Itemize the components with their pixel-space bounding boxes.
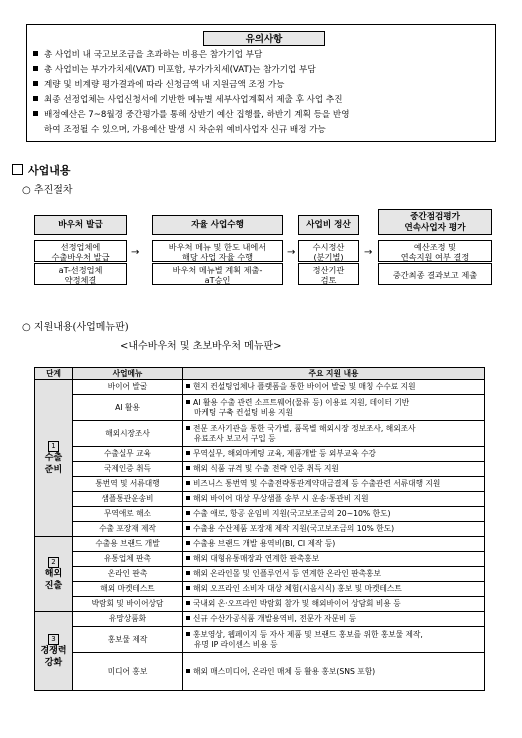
table-row — [35, 477, 485, 492]
menu-cell: 무역애로 해소 — [73, 507, 183, 522]
bullet-square-icon — [186, 601, 190, 605]
flow-step-cell: 정산기관 검토 — [298, 263, 359, 285]
content-cell: 수출 애로, 항공 운임비 지원(국고보조금의 20~10% 한도) — [183, 507, 485, 522]
content-cell: 해외 온라인몰 및 인플루언서 등 연계한 온라인 판촉홍보 — [183, 567, 485, 582]
table-row — [35, 567, 485, 582]
notice-box — [26, 24, 496, 142]
content-cell: 수출용 수산제품 포장재 제작 지원(국고보조금의 10% 한도) — [183, 522, 485, 537]
table-row — [35, 421, 485, 447]
notice-item: 최종 선정업체는 사업신청서에 기반한 메뉴별 세부사업계획서 제출 후 사업 추진 — [33, 94, 343, 107]
content-cell: 무역실무, 해외마케팅 교육, 제품개발 등 외부교육 수강 — [183, 447, 485, 462]
menu-cell: 샘플통관운송비 — [73, 492, 183, 507]
notice-item: 배정예산은 7~8월경 중간평가를 통해 상반기 예산 집행률, 하반기 계획 등을 반영 — [33, 109, 350, 122]
support-heading: ○ 지원내용(사업메뉴판) — [22, 322, 129, 333]
bullet-square-icon — [186, 571, 190, 575]
table-row — [35, 395, 485, 421]
content-cell: 해외 매스미디어, 온라인 매체 등 활용 홍보(SNS 포함) — [183, 653, 485, 691]
stage-cell — [35, 537, 73, 612]
stage-number: 1 — [48, 441, 59, 452]
menu-cell: 미디어 홍보 — [73, 653, 183, 691]
notice-item-continuation: 하여 조정될 수 있으며, 가용예산 발생 시 차순위 예비사업자 신규 배정 가능 — [44, 125, 326, 135]
content-cell: 전문 조사기관을 통한 국가별, 품목별 해외시장 정보조사, 해외조사 유료조사 보고서 구입 등 — [183, 421, 485, 447]
stage-name: 강화 — [44, 658, 63, 668]
arrow-right-icon: → — [364, 247, 373, 258]
table-row — [35, 492, 485, 507]
stage-name: 수출 — [44, 453, 63, 463]
bullet-square-icon — [186, 586, 190, 590]
content-cell: 현지 컨설팅업체나 플랫폼을 통한 바이어 발굴 및 매칭 수수료 지원 — [183, 380, 485, 395]
bullet-square-icon — [186, 541, 190, 545]
flow-step-cell: 수시정산 (분기별) — [298, 240, 359, 262]
bullet-square-icon — [186, 556, 190, 560]
bullet-square-icon — [186, 496, 190, 500]
table-row — [35, 653, 485, 691]
header-content: 주요 지원 내용 — [183, 368, 485, 380]
menu-cell: 유통업체 판촉 — [73, 552, 183, 567]
bullet-square-icon — [33, 111, 38, 116]
menu-cell: 해외 마켓테스트 — [73, 582, 183, 597]
process-heading: ○ 추진절차 — [22, 185, 73, 196]
content-cell: 홍보영상, 웹페이지 등 자사 제품 및 브랜드 홍보를 위한 홍보물 제작, 유명 IP 라이센스 비용 등 — [183, 627, 485, 653]
section-heading: 사업내용 — [12, 162, 71, 178]
arrow-right-icon: → — [287, 247, 296, 258]
notice-item: 총 사업비는 부가가치세(VAT) 미포함, 부가가치세(VAT)는 참가기업 부담 — [33, 64, 316, 77]
flow-step-title: 중간점검평가 연속사업자 평가 — [378, 209, 492, 235]
table-row — [35, 462, 485, 477]
bullet-square-icon — [33, 51, 38, 56]
header-stage: 단계 — [35, 368, 73, 380]
arrow-right-icon: → — [131, 247, 140, 258]
bullet-square-icon — [186, 400, 190, 404]
flow-step-cell: 중간최종 결과보고 제출 — [378, 263, 492, 285]
flow-step-title: 바우처 발급 — [34, 215, 127, 235]
menu-cell: 국제인증 취득 — [73, 462, 183, 477]
flow-step-title: 자율 사업수행 — [152, 215, 283, 235]
table-row — [35, 597, 485, 612]
table-row — [35, 507, 485, 522]
content-cell: 해외 바이어 대상 무상샘플 송부 시 운송·통관비 지원 — [183, 492, 485, 507]
bullet-square-icon — [186, 451, 190, 455]
table-caption: <내수바우처 및 초보바우처 메뉴판> — [120, 341, 282, 352]
bullet-square-icon — [186, 616, 190, 620]
flow-step-title: 사업비 정산 — [298, 215, 359, 235]
bullet-square-icon — [186, 632, 190, 636]
bullet-square-icon — [186, 669, 190, 673]
content-cell: 수출용 브랜드 개발 용역비(BI, CI 제작 등) — [183, 537, 485, 552]
stage-cell — [35, 612, 73, 691]
flow-step-cell: aT-선정업체 약정체결 — [34, 263, 127, 285]
content-cell: 비즈니스 통번역 및 수출전략통관계약대금결제 등 수출관련 서류대행 지원 — [183, 477, 485, 492]
menu-cell: AI 활용 — [73, 395, 183, 421]
bullet-square-icon — [33, 81, 38, 86]
content-cell: 국내외 온·오프라인 박람회 참가 및 해외바이어 상담회 비용 등 — [183, 597, 485, 612]
table-row — [35, 612, 485, 627]
table-row — [35, 552, 485, 567]
notice-item: 계량 및 비계량 평가결과에 따라 신청금액 내 지원금액 조정 가능 — [33, 79, 284, 92]
table-row — [35, 380, 485, 395]
bullet-square-icon — [186, 384, 190, 388]
menu-cell: 수출용 브랜드 개발 — [73, 537, 183, 552]
menu-cell: 온라인 판촉 — [73, 567, 183, 582]
notice-title: 유의사항 — [203, 31, 325, 46]
menu-cell: 유망상품화 — [73, 612, 183, 627]
table-row — [35, 447, 485, 462]
stage-number: 3 — [48, 634, 59, 645]
stage-cell — [35, 380, 73, 537]
table-row — [35, 582, 485, 597]
menu-cell: 수출 포장재 제작 — [73, 522, 183, 537]
flow-step-cell: 바우처 메뉴 및 한도 내에서 해당 사업 자율 수행 — [152, 240, 283, 262]
table-row — [35, 522, 485, 537]
bullet-square-icon — [33, 96, 38, 101]
menu-cell: 해외시장조사 — [73, 421, 183, 447]
content-cell: 해외 대형유통매장과 연계한 판촉홍보 — [183, 552, 485, 567]
content-cell: 신규 수산가공식품 개발용역비, 전문가 자문비 등 — [183, 612, 485, 627]
bullet-square-icon — [186, 481, 190, 485]
menu-table — [34, 367, 485, 691]
content-cell: 해외 오프라인 소비자 대상 체험(시음시식) 홍보 및 마켓테스트 — [183, 582, 485, 597]
bullet-square-icon — [186, 426, 190, 430]
bullet-square-icon — [186, 526, 190, 530]
header-menu: 사업메뉴 — [73, 368, 183, 380]
notice-item: 총 사업비 내 국고보조금을 초과하는 비용은 참가기업 부담 — [33, 49, 262, 62]
table-row — [35, 537, 485, 552]
flow-step-cell: 선정업체에 수출바우처 발급 — [34, 240, 127, 262]
table-header-row — [35, 368, 485, 380]
menu-cell: 바이어 발굴 — [73, 380, 183, 395]
bullet-square-icon — [186, 511, 190, 515]
stage-number: 2 — [48, 557, 59, 568]
stage-name: 준비 — [44, 465, 63, 475]
bullet-square-icon — [33, 66, 38, 71]
table-row — [35, 627, 485, 653]
bullet-square-icon — [186, 466, 190, 470]
flow-step-cell: 예산조정 및 연속지원 여부 결정 — [378, 240, 492, 262]
stage-name: 경쟁력 — [40, 646, 67, 656]
content-cell: AI 활용 수출 관련 소프트웨어(물류 등) 이용료 지원, 데이터 기반 마케팅 구축 컨설팅 비용 지원 — [183, 395, 485, 421]
stage-name: 해외 — [44, 569, 63, 579]
content-cell: 해외 식품 규격 및 수출 전략 인증 취득 지원 — [183, 462, 485, 477]
flow-step-cell: 바우처 메뉴별 계획 제출- aT승인 — [152, 263, 283, 285]
stage-name: 진출 — [44, 581, 63, 591]
menu-cell: 박람회 및 바이어상담 — [73, 597, 183, 612]
menu-cell: 통번역 및 서류대행 — [73, 477, 183, 492]
checkbox-square-icon — [12, 164, 23, 175]
menu-cell: 수출실무 교육 — [73, 447, 183, 462]
menu-cell: 홍보물 제작 — [73, 627, 183, 653]
